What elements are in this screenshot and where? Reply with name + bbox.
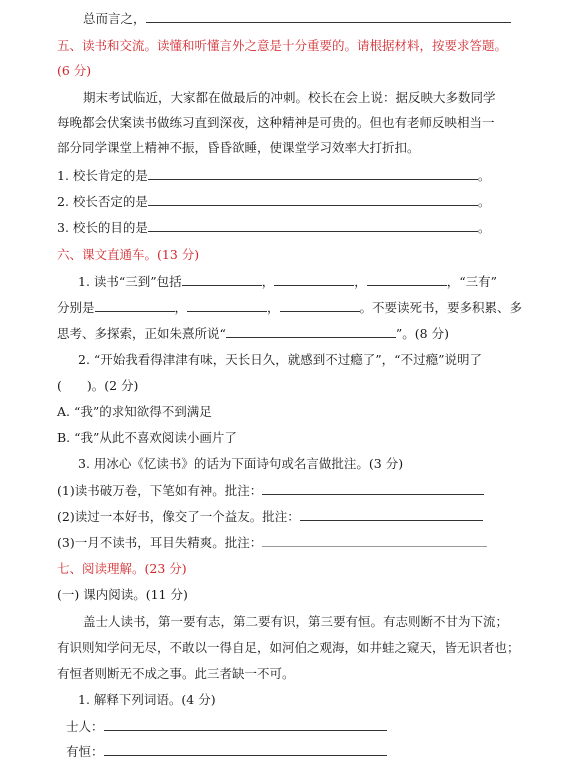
question-text: 分别是 xyxy=(57,300,95,315)
annotation-2 xyxy=(57,508,483,525)
period: 。 xyxy=(477,194,491,209)
answer-blank[interactable] xyxy=(274,273,354,286)
section5-paragraph-line: 部分同学课堂上精神不振，昏昏欲睡，使课堂学习效率大打折扣。 xyxy=(57,140,420,155)
section6-question-1-line2 xyxy=(57,299,522,316)
answer-blank[interactable] xyxy=(367,273,447,286)
term-label: 有恒： xyxy=(66,744,104,759)
annotation-3 xyxy=(57,534,487,551)
summary-prefix: 总而言之， xyxy=(83,11,146,26)
section5-paragraph-line: 每晚都会伏案读书做练习直到深夜，这种精神是可贵的。但也有老师反映相当一 xyxy=(57,115,495,130)
answer-blank[interactable] xyxy=(148,193,478,206)
comma: ， xyxy=(174,300,188,315)
answer-blank[interactable] xyxy=(262,534,487,547)
section5-title: 五、读书和交流。读懂和听懂言外之意是十分重要的。请根据材料，按要求答题。 xyxy=(57,38,508,53)
answer-blank[interactable] xyxy=(148,167,478,180)
summary-line xyxy=(83,10,511,27)
answer-blank[interactable] xyxy=(187,299,267,312)
annotation-label: (2)读过一本好书，像交了一个益友。批注： xyxy=(57,509,300,524)
answer-blank[interactable] xyxy=(95,299,175,312)
question-text: 思考、多探索，正如朱熹所说“ xyxy=(57,326,226,341)
section6-question-3: 3. 用冰心《忆读书》的话为下面诗句或名言做批注。(3 分) xyxy=(78,456,404,471)
answer-blank[interactable] xyxy=(262,482,484,495)
question-label: 2. 校长否定的是 xyxy=(57,194,148,209)
answer-blank[interactable] xyxy=(226,325,396,338)
annotation-label: (1)读书破万卷，下笔如有神。批注： xyxy=(57,483,263,498)
section7-passage-line: 有识则知学问无尽，不敢以一得自足，如河伯之观海，如井蛙之窥天，皆无识者也； xyxy=(57,640,520,655)
section5-question-3 xyxy=(57,219,490,236)
section7-passage-line: 有恒者则断无不成之事。此三者缺一不可。 xyxy=(57,666,295,681)
question-label: 1. 读书“三到”包括 xyxy=(78,274,182,289)
section5-paragraph-line: 期末考试临近，大家都在做最后的冲刺。校长在会上说：据反映大多数同学 xyxy=(83,90,496,105)
annotation-1 xyxy=(57,482,484,499)
comma: ， xyxy=(261,274,275,289)
period: 。 xyxy=(477,220,491,235)
option-b[interactable]: B. “我”从此不喜欢阅读小画片了 xyxy=(57,430,237,445)
question-text: ”。(8 分) xyxy=(395,326,449,341)
answer-blank[interactable] xyxy=(146,10,511,23)
term-line-2 xyxy=(66,743,387,760)
answer-blank[interactable] xyxy=(104,718,387,731)
section7-subheading: (一) 课内阅读。(11 分) xyxy=(57,587,188,602)
section7-question-1: 1. 解释下列词语。(4 分) xyxy=(78,692,216,707)
question-text: ，“三有” xyxy=(446,274,497,289)
question-label: 3. 校长的目的是 xyxy=(57,220,148,235)
section7-title: 七、阅读理解。(23 分) xyxy=(57,561,187,576)
answer-blank[interactable] xyxy=(280,299,360,312)
section6-question-1-line1 xyxy=(78,273,497,290)
question-label: 1. 校长肯定的是 xyxy=(57,168,148,183)
section5-question-2 xyxy=(57,193,490,210)
option-a[interactable]: A. “我”的求知欲得不到满足 xyxy=(57,404,212,419)
section6-question-1-line3 xyxy=(57,325,449,342)
comma: ， xyxy=(267,300,280,315)
section5-points: (6 分) xyxy=(57,63,92,78)
section6-question-2-answer: ( )。(2 分) xyxy=(57,378,139,393)
term-line-1 xyxy=(66,718,387,735)
answer-blank[interactable] xyxy=(148,219,478,232)
question-text: 。不要读死书，要多积累、多 xyxy=(359,300,523,315)
answer-blank[interactable] xyxy=(104,743,387,756)
section5-question-1 xyxy=(57,167,490,184)
period: 。 xyxy=(477,168,491,183)
comma: ， xyxy=(354,274,367,289)
section7-passage-line: 盖士人读书，第一要有志，第二要有识，第三要有恒。有志则断不甘为下流； xyxy=(83,614,509,629)
section6-question-2: 2. “开始我看得津津有味，天长日久，就感到不过瘾了”，“不过瘾”说明了 xyxy=(78,352,482,367)
annotation-label: (3)一月不读书，耳目失精爽。批注： xyxy=(57,535,263,550)
term-label: 士人： xyxy=(66,719,104,734)
answer-blank[interactable] xyxy=(182,273,262,286)
section6-title: 六、课文直通车。(13 分) xyxy=(57,247,200,262)
answer-blank[interactable] xyxy=(300,508,483,521)
